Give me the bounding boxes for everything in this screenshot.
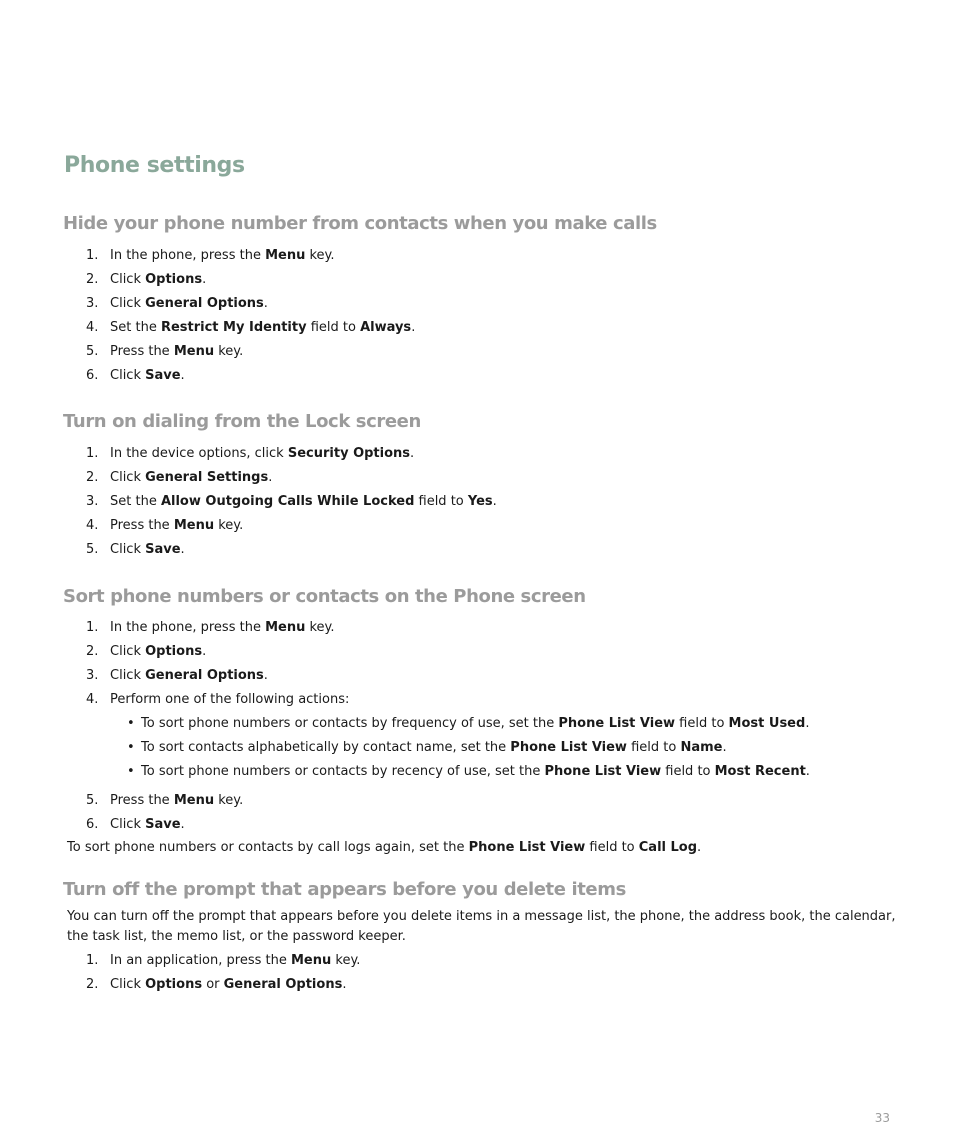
step-number: 5. (86, 793, 99, 808)
text-run: key. (305, 248, 335, 263)
text-run: key. (305, 620, 335, 635)
step-item (86, 316, 415, 340)
step-number: 2. (86, 644, 99, 659)
step-number: 4. (86, 692, 99, 707)
step-text (110, 542, 185, 557)
text-run: Click (110, 368, 146, 383)
ui-term: Phone List View (468, 840, 586, 855)
text-run: . (722, 740, 727, 755)
step-number: 4. (86, 518, 99, 533)
page-number: 33 (874, 1111, 890, 1125)
step-item (86, 664, 810, 688)
ui-term: Menu (173, 518, 215, 533)
step-text (110, 248, 335, 263)
sort-note (67, 838, 701, 858)
ui-term: Allow Outgoing Calls While Locked (160, 494, 415, 509)
step-item (86, 640, 810, 664)
section-heading-hide-number: Hide your phone number from contacts when you make calls (63, 213, 657, 234)
step-item (86, 292, 415, 316)
step-text (110, 817, 185, 832)
step-number: 2. (86, 272, 99, 287)
ui-term: General Settings (145, 470, 269, 485)
text-run: Click (110, 644, 146, 659)
text-run: Click (110, 668, 146, 683)
ui-term: General Options (145, 296, 264, 311)
text-run: . (805, 764, 810, 779)
step-item (86, 442, 497, 466)
text-run: field to (306, 320, 361, 335)
step-item (86, 364, 415, 388)
text-run: To sort phone numbers or contacts by recency of use, set the (141, 764, 545, 779)
step-text (110, 668, 268, 683)
step-text (110, 793, 243, 808)
text-run: . (805, 716, 810, 731)
ui-term: Phone List View (510, 740, 627, 755)
steps-lock-screen-dialing (86, 442, 497, 562)
ui-term: Yes (467, 494, 493, 509)
step-item (86, 973, 360, 997)
ui-term: Restrict My Identity (160, 320, 307, 335)
step-text (110, 692, 349, 707)
step-number: 6. (86, 368, 99, 383)
step-number: 3. (86, 668, 99, 683)
page-title: Phone settings (64, 153, 245, 178)
text-run: field to (675, 716, 729, 731)
step-text (110, 320, 415, 335)
text-run: . (411, 320, 416, 335)
step-text (110, 518, 243, 533)
text-run: . (202, 272, 207, 287)
text-run: . (180, 368, 185, 383)
step-number: 3. (86, 296, 99, 311)
ui-term: Menu (265, 620, 306, 635)
step-item (86, 789, 810, 813)
ui-term: Options (145, 977, 203, 992)
step-number: 2. (86, 470, 99, 485)
step-item (86, 490, 497, 514)
text-run: key. (214, 518, 244, 533)
step-text (110, 620, 335, 635)
text-run: . (410, 446, 415, 461)
steps-sort-phone-screen (86, 616, 810, 837)
text-run: key. (214, 793, 244, 808)
text-run: . (342, 977, 347, 992)
step-item (86, 688, 810, 712)
ui-term: Security Options (287, 446, 411, 461)
step-text (110, 644, 206, 659)
ui-term: Most Used (728, 716, 806, 731)
text-run: In the phone, press the (110, 620, 266, 635)
step-item (86, 340, 415, 364)
ui-term: Options (145, 644, 203, 659)
ui-term: Menu (173, 344, 215, 359)
ui-term: Save (145, 542, 181, 557)
ui-term: Menu (290, 953, 332, 968)
step-text (110, 344, 243, 359)
step-item (86, 616, 810, 640)
ui-term: Save (145, 817, 181, 832)
text-run: In the phone, press the (110, 248, 266, 263)
step-text (110, 494, 497, 509)
bullet-item (127, 712, 810, 736)
text-run: Click (110, 296, 146, 311)
step-number: 1. (86, 953, 99, 968)
step-text (110, 953, 360, 968)
step-number: 2. (86, 977, 99, 992)
step-number: 6. (86, 817, 99, 832)
text-run: Click (110, 817, 146, 832)
text-run: Set the (110, 494, 161, 509)
ui-term: Menu (173, 793, 215, 808)
text-run: . (268, 470, 273, 485)
text-run: . (492, 494, 497, 509)
ui-term: Call Log (638, 840, 698, 855)
ui-term: Phone List View (558, 716, 676, 731)
step-text (110, 977, 346, 992)
text-run: Set the (110, 320, 161, 335)
section-heading-lock-screen-dialing: Turn on dialing from the Lock screen (63, 411, 421, 432)
text-run: Perform one of the following actions: (110, 692, 350, 707)
text-run: Press the (110, 793, 174, 808)
step-number: 3. (86, 494, 99, 509)
ui-term: Name (680, 740, 723, 755)
step-item (86, 268, 415, 292)
ui-term: General Options (145, 668, 264, 683)
text-run: Press the (110, 518, 174, 533)
step-number: 1. (86, 446, 99, 461)
text-run: . (202, 644, 207, 659)
text-run: field to (414, 494, 468, 509)
ui-term: Always (360, 320, 412, 335)
text-run: or (202, 977, 224, 992)
text-run: Click (110, 470, 146, 485)
bullet-item (127, 760, 810, 784)
text-run: To sort contacts alphabetically by contact name, set the (141, 740, 511, 755)
ui-term: Options (145, 272, 203, 287)
ui-term: Save (145, 368, 181, 383)
step-item (86, 466, 497, 490)
text-run: key. (331, 953, 361, 968)
text-run: In an application, press the (110, 953, 291, 968)
text-run: key. (214, 344, 244, 359)
text-run: . (180, 542, 185, 557)
step-number: 5. (86, 344, 99, 359)
text-run: . (180, 817, 185, 832)
step-text (110, 446, 414, 461)
bullet-icon: • (127, 764, 135, 779)
text-run: . (263, 296, 268, 311)
bullet-icon: • (127, 716, 135, 731)
ui-term: Menu (265, 248, 306, 263)
text-run: In the device options, click (110, 446, 288, 461)
step-text (110, 272, 206, 287)
ui-term: General Options (223, 977, 343, 992)
text-run: Click (110, 272, 146, 287)
ui-term: Phone List View (544, 764, 662, 779)
step-text (110, 470, 272, 485)
steps-delete-prompt (86, 949, 360, 997)
delete-prompt-intro: You can turn off the prompt that appears before you delete items in a message list, the phone, the address book, the calendar, the task list, the memo list, or the password keeper. (67, 909, 896, 944)
step-item (86, 538, 497, 562)
text-run: Click (110, 977, 146, 992)
step-number: 4. (86, 320, 99, 335)
bullet-item (127, 736, 810, 760)
bullet-icon: • (127, 740, 135, 755)
text-run: field to (661, 764, 715, 779)
step-text (110, 368, 185, 383)
text-run: Press the (110, 344, 174, 359)
text-run: field to (585, 840, 639, 855)
text-run: . (263, 668, 268, 683)
action-options (86, 712, 810, 784)
step-number: 1. (86, 620, 99, 635)
step-item (86, 949, 360, 973)
ui-term: Most Recent (714, 764, 806, 779)
step-item (86, 514, 497, 538)
step-item (86, 244, 415, 268)
step-number: 1. (86, 248, 99, 263)
step-text (110, 296, 268, 311)
text-run: . (697, 840, 702, 855)
section-heading-delete-prompt: Turn off the prompt that appears before you delete items (63, 879, 626, 900)
steps-hide-number (86, 244, 415, 388)
text-run: Click (110, 542, 146, 557)
text-run: To sort phone numbers or contacts by call logs again, set the (67, 840, 469, 855)
text-run: field to (626, 740, 681, 755)
section-heading-sort-phone-screen: Sort phone numbers or contacts on the Phone screen (63, 586, 586, 607)
step-item (86, 813, 810, 837)
text-run: To sort phone numbers or contacts by frequency of use, set the (141, 716, 559, 731)
step-number: 5. (86, 542, 99, 557)
